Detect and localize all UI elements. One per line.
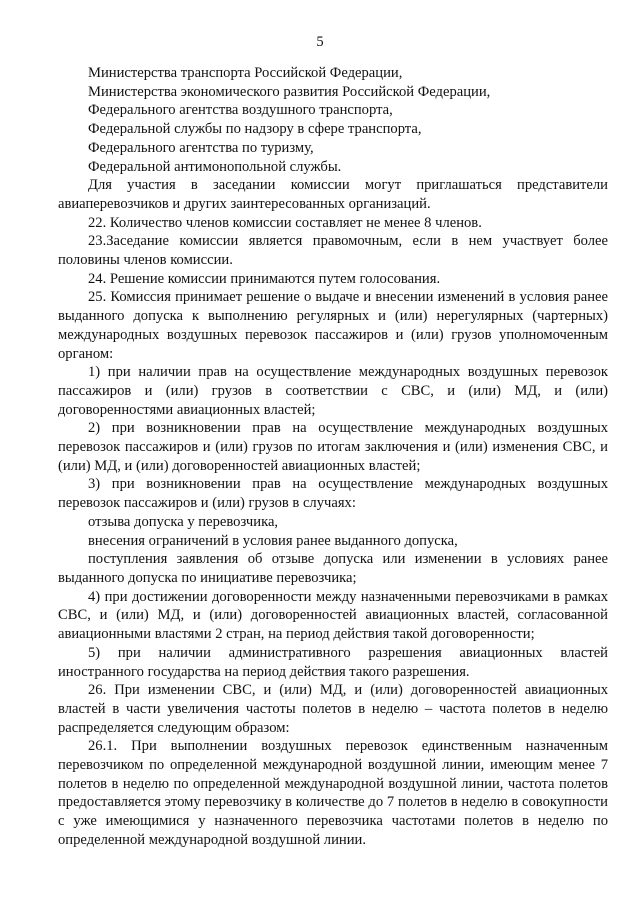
paragraph-transport-supervision: Федеральной службы по надзору в сфере транспорта, xyxy=(88,121,422,138)
paragraph-24: 24. Решение комиссии принимаются путем голосования. xyxy=(88,270,441,287)
document-body xyxy=(58,64,608,850)
paragraph-agency-tourism: Федерального агентства по туризму, xyxy=(88,139,314,156)
paragraph-ministry-economy: Министерства экономического развития Российской Федерации, xyxy=(88,83,491,100)
paragraph-invited-representatives: Для участия в заседании комиссии могут приглашаться представители авиаперевозчиков и других заинтересованных организаций. xyxy=(58,177,608,212)
paragraph-25-item-2: 2) при возникновении прав на осуществление международных воздушных перевозок пассажиров и (или) грузов по итогам заключения и (или) изменения СВС, и (или) МД, и (или) договоренностей авиационных властей; xyxy=(58,420,608,474)
paragraph-22: 22. Количество членов комиссии составляет не менее 8 членов. xyxy=(88,214,482,231)
paragraph-23: 23.Заседание комиссии является правомочным, если в нем участвует более половины членов комиссии. xyxy=(58,233,608,269)
paragraph-antimonopoly: Федеральной антимонопольной службы. xyxy=(88,158,342,175)
paragraph-26-1: 26.1. При выполнении воздушных перевозок единственным назначенным перевозчиком по определенной международной воздушной линии, имеющим менее 7 полетов в неделю по определенной международной воздушной линии, частота полетов предоставляется этому перевозчику в количестве до 7 полетов в неделю в совокупности с уже имеющимися у назначенного перевозчика частотами полетов в неделю по определенной международной воздушной линии. xyxy=(58,738,608,848)
paragraph-application-recall: поступления заявления об отзыве допуска или изменении в условиях ранее выданного допуска по инициативе перевозчика; xyxy=(58,551,608,586)
paragraph-25-item-3: 3) при возникновении прав на осуществление международных воздушных перевозок пассажиров и (или) грузов в случаях: xyxy=(58,476,608,512)
paragraph-25-item-1: 1) при наличии прав на осуществление международных воздушных перевозок пассажиров и (или) грузов в соответствии с СВС, и (или) МД, и (или) договоренностями авиационных властей; xyxy=(58,364,608,418)
page-number: 5 xyxy=(316,34,324,50)
paragraph-25-item-4: 4) при достижении договоренности между назначенными перевозчиками в рамках СВС, и (или) МД, и (или) договоренностей авиационных властей, согласованной авиационными властями 2 стран, на период действия такой договоренности; xyxy=(58,588,608,643)
paragraph-25-item-5: 5) при наличии административного разрешения авиационных властей иностранного государства на период действия такого разрешения. xyxy=(58,644,608,680)
paragraph-recall-admission: отзыва допуска у перевозчика, xyxy=(88,513,279,530)
paragraph-26: 26. При изменении СВС, и (или) МД, и (или) договоренностей авиационных властей в части увеличения частоты полетов в неделю – частота полетов в неделю распределяется следующим образом: xyxy=(58,682,608,736)
paragraph-ministry-transport: Министерства транспорта Российской Федерации, xyxy=(88,65,403,81)
paragraph-restrictions: внесения ограничений в условия ранее выданного допуска, xyxy=(88,532,458,549)
paragraph-25: 25. Комиссия принимает решение о выдаче и внесении изменений в условия ранее выданного допуска к выполнению регулярных и (или) нерегулярных (чартерных) международных воздушных перевозок пассажиров и (или) грузов уполномоченным органом: xyxy=(58,289,608,362)
paragraph-agency-air-transport: Федерального агентства воздушного транспорта, xyxy=(88,102,393,119)
